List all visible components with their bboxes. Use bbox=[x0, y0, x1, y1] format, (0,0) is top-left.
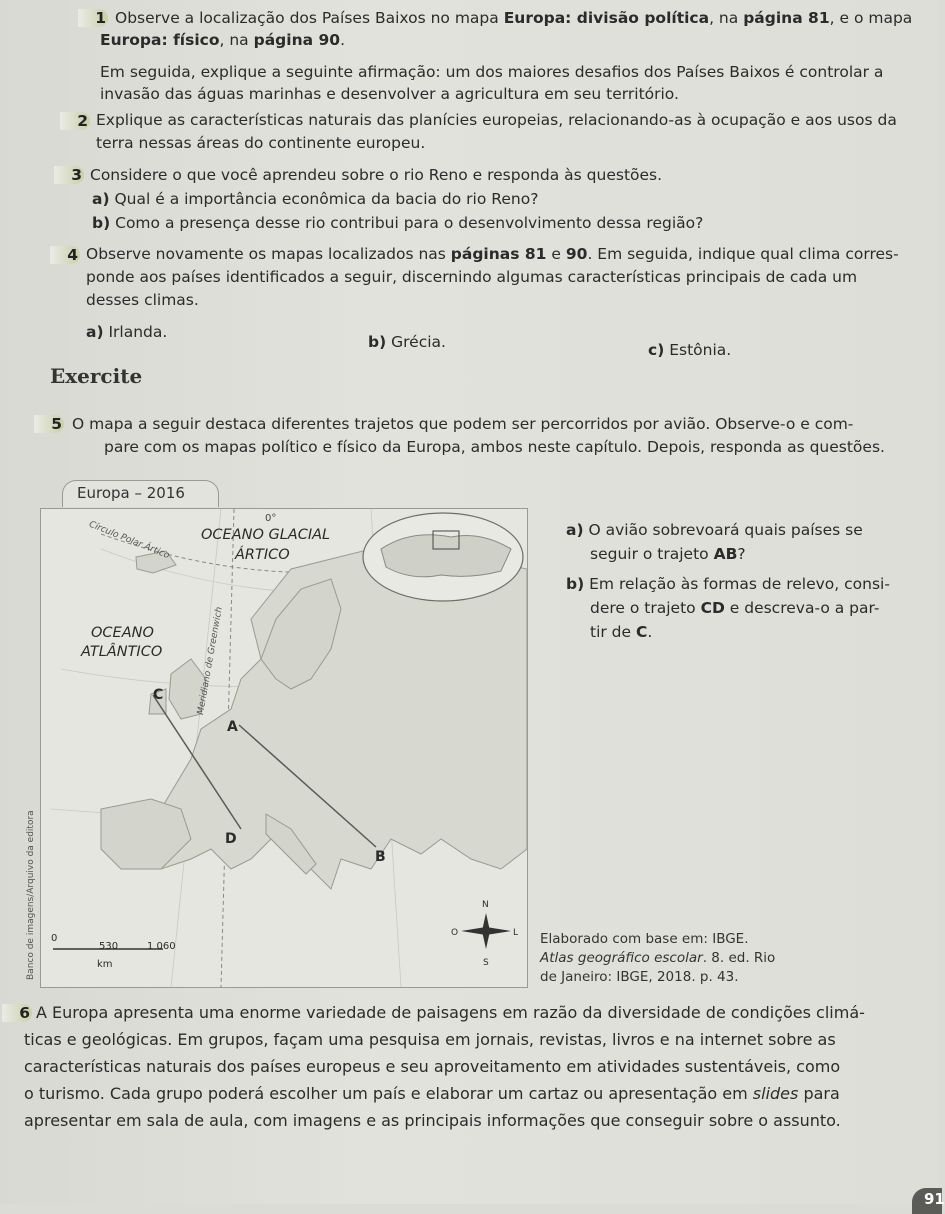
polar-circle-label: Círculo Polar Ártico bbox=[87, 519, 171, 562]
q6-line3: características naturais dos países europeus e seu aproveitamento em atividades sustentáveis, como bbox=[24, 1057, 841, 1076]
map-credit-line2: Atlas geográfico escolar. 8. ed. Rio bbox=[540, 950, 776, 966]
q3-item-b: b) Como a presença desse rio contribui para o desenvolvimento dessa região? bbox=[92, 214, 704, 232]
q5-item-b-line3: tir de C. bbox=[590, 623, 653, 641]
q1-line4: invasão das águas marinhas e desenvolver a agricultura em seu território. bbox=[100, 85, 679, 103]
page-number: 91 bbox=[912, 1188, 942, 1214]
map-title-tab bbox=[62, 480, 219, 507]
compass-o-label: O bbox=[451, 928, 459, 938]
q3-item-a: a) Qual é a importância econômica da bacia do rio Reno? bbox=[92, 190, 539, 208]
greenwich-label: Meridiano de Greenwich bbox=[195, 606, 225, 716]
compass-rose bbox=[461, 913, 511, 949]
q4-item-b: b) Grécia. bbox=[368, 333, 446, 351]
ocean-atlantico-label-1: OCEANO bbox=[91, 625, 154, 641]
q4-line2: ponde aos países identificados a seguir, discernindo algumas características principais de cada um bbox=[86, 268, 858, 286]
question-number-6: 6 bbox=[2, 1004, 32, 1022]
ocean-glacial-label-2: ÁRTICO bbox=[235, 547, 290, 563]
q5-item-a-line1: a) O avião sobrevoará quais países se bbox=[566, 521, 863, 539]
question-number-1: 1 bbox=[78, 9, 108, 27]
section-heading-exercite: Exercite bbox=[50, 364, 143, 388]
point-d-label: D bbox=[225, 831, 237, 847]
map-credit-line3: de Janeiro: IBGE, 2018. p. 43. bbox=[540, 969, 739, 985]
compass-n-label: N bbox=[482, 900, 489, 910]
europe-map bbox=[40, 508, 528, 988]
q6-line5: apresentar em sala de aula, com imagens e as principais informações que conseguir sobre o assunto. bbox=[24, 1111, 841, 1130]
map-credit-line1: Elaborado com base em: IBGE. bbox=[540, 931, 749, 947]
point-c-label: C bbox=[153, 687, 164, 703]
question-number-3: 3 bbox=[54, 166, 84, 184]
q6-line1: A Europa apresenta uma enorme variedade de paisagens em razão da diversidade de condições climá- bbox=[36, 1003, 865, 1022]
scale-0-label: 0 bbox=[51, 933, 58, 944]
q1-line2: Europa: físico, na página 90. bbox=[100, 31, 345, 49]
q5-item-a-line2: seguir o trajeto AB? bbox=[590, 545, 746, 563]
map-title: Europa – 2016 bbox=[77, 484, 185, 502]
point-b-label: B bbox=[375, 849, 386, 865]
question-number-2: 2 bbox=[60, 112, 90, 130]
q5-item-b-line1: b) Em relação às formas de relevo, consi- bbox=[566, 575, 890, 593]
q1-line3: Em seguida, explique a seguinte afirmação: um dos maiores desafios dos Países Baixos é controlar a bbox=[100, 63, 884, 81]
question-number-5: 5 bbox=[34, 415, 64, 433]
ocean-atlantico-label-2: ATLÂNTICO bbox=[81, 644, 163, 660]
q1-line1: Observe a localização dos Países Baixos no mapa Europa: divisão política, na página 81, e o mapa bbox=[115, 9, 913, 27]
ocean-glacial-label-1: OCEANO GLACIAL bbox=[201, 527, 331, 543]
scale-unit-label: km bbox=[97, 959, 113, 970]
compass-s-label: S bbox=[483, 958, 489, 968]
scale-1060-label: 1 060 bbox=[147, 941, 176, 952]
point-a-label: A bbox=[227, 719, 238, 735]
q5-line2: pare com os mapas político e físico da Europa, ambos neste capítulo. Depois, responda as questões. bbox=[104, 438, 885, 456]
q4-line3: desses climas. bbox=[86, 291, 199, 309]
q6-line4: o turismo. Cada grupo poderá escolher um país e elaborar um cartaz ou apresentação em slides para bbox=[24, 1084, 840, 1103]
question-number-4: 4 bbox=[50, 246, 80, 264]
europe-map-svg bbox=[41, 509, 527, 987]
q2-line2: terra nessas áreas do continente europeu. bbox=[96, 134, 426, 152]
inset-globe bbox=[363, 513, 523, 601]
compass-l-label: L bbox=[513, 928, 519, 938]
q2-line1: Explique as características naturais das planícies europeias, relacionando-as à ocupação e aos usos da bbox=[96, 111, 897, 129]
q5-line1: O mapa a seguir destaca diferentes trajetos que podem ser percorridos por avião. Observe-o e com- bbox=[72, 415, 854, 433]
q4-item-a: a) Irlanda. bbox=[86, 323, 168, 341]
scale-530-label: 530 bbox=[99, 941, 119, 952]
zero-degree-label: 0° bbox=[265, 513, 277, 524]
q6-line2: ticas e geológicas. Em grupos, façam uma pesquisa em jornais, revistas, livros e na internet sobre as bbox=[24, 1030, 836, 1049]
q4-item-c: c) Estônia. bbox=[648, 341, 732, 359]
q4-line1: Observe novamente os mapas localizados nas páginas 81 e 90. Em seguida, indique qual clima corres- bbox=[86, 245, 899, 263]
side-credit: Banco de imagens/Arquivo da editora bbox=[26, 810, 36, 980]
q3-line1: Considere o que você aprendeu sobre o rio Reno e responda às questões. bbox=[90, 166, 663, 184]
q5-item-b-line2: dere o trajeto CD e descreva-o a par- bbox=[590, 599, 880, 617]
